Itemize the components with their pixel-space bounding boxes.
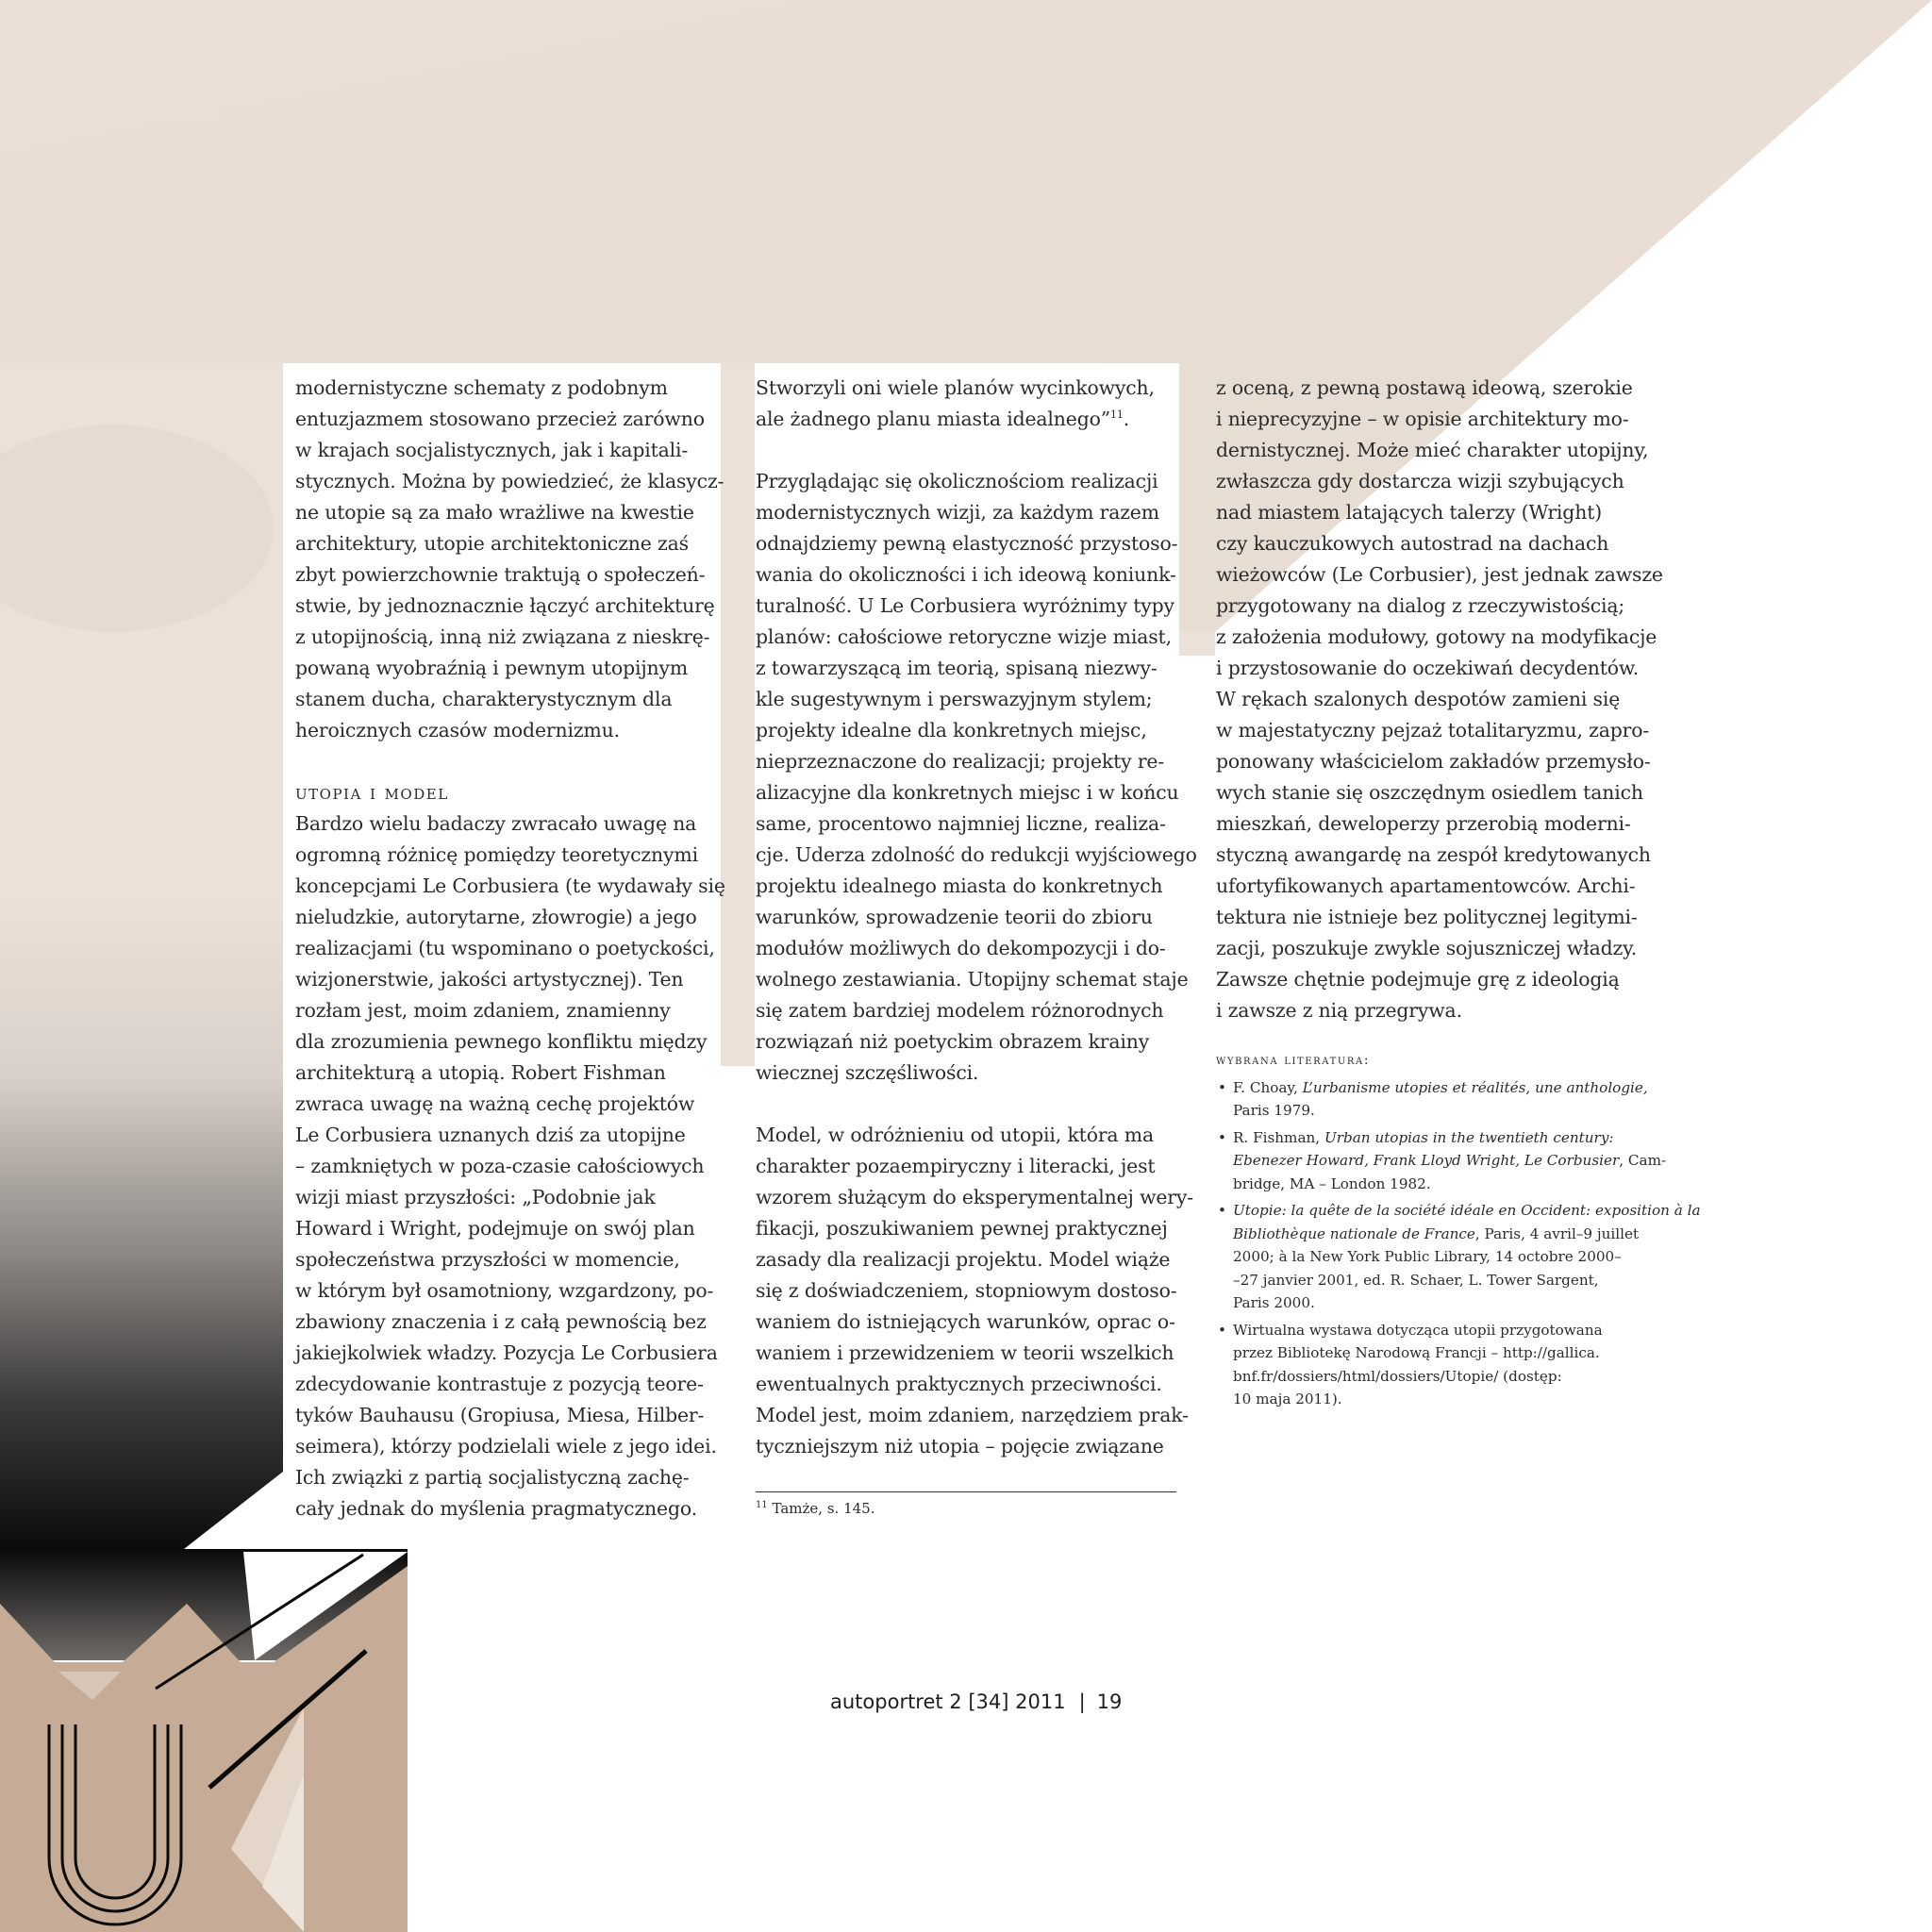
bib-text: , Paris, 4 avril–9 juillet <box>1474 1224 1640 1242</box>
text-line: zbawiony znaczenia i z całą pewnością bez <box>295 1310 707 1333</box>
text-line: warunków, sprowadzenie teorii do zbioru <box>756 906 1153 928</box>
text-line: wania do okoliczności i ich ideową koniunk- <box>756 563 1176 586</box>
text-line: alizacyjne dla konkretnych miejsc i w końcu <box>756 781 1179 804</box>
text-line: się zatem bardziej modelem różnorodnych <box>756 999 1164 1022</box>
text-line: ufortyfikowanych apartamentowców. Archi- <box>1216 874 1636 897</box>
text-fragment: . <box>1123 408 1130 430</box>
bib-line: Paris 2000. <box>1233 1294 1315 1311</box>
bibliography-heading: wybrana literatura: <box>1216 1053 1371 1068</box>
text-line: zdecydowanie kontrastuje z pozycją teore- <box>295 1373 704 1395</box>
bib-line: 2000; à la New York Public Library, 14 octobre 2000– <box>1233 1248 1622 1265</box>
bib-line <box>1233 1076 1659 1100</box>
text-line: – zamkniętych w poza-czasie całościowych <box>295 1155 705 1177</box>
text-line: Model, w odróżnieniu od utopii, która ma <box>756 1124 1154 1146</box>
text-line: modernistycznych wizji, za każdym razem <box>756 501 1159 524</box>
page-footer <box>830 1690 1122 1713</box>
text-line: Howard i Wright, podejmuje on swój plan <box>295 1217 695 1240</box>
bib-title: Urban utopias in the twentieth century: <box>1324 1128 1614 1146</box>
text-line: seimera), którzy podzielali wiele z jego idei. <box>295 1435 717 1457</box>
text-line: Le Corbusiera uznanych dziś za utopijne <box>295 1124 686 1146</box>
text-line: zacji, poszukuje zwykle sojuszniczej władzy. <box>1216 937 1638 959</box>
text-line: stycznych. Można by powiedzieć, że klasycz- <box>295 470 724 492</box>
text-line: modułów możliwych do dekompozycji i do- <box>756 937 1166 959</box>
text-line: rozwiązań niż poetyckim obrazem krainy <box>756 1030 1150 1053</box>
text-line: planów: całościowe retoryczne wizje miast, <box>756 625 1172 648</box>
text-line: nieludzkie, autorytarne, złowrogie) a jego <box>295 906 697 928</box>
bib-author: R. Fishman, <box>1233 1128 1324 1146</box>
text-line: ogromną różnicę pomiędzy teoretycznymi <box>295 843 698 866</box>
text-line: charakter pozaempiryczny i literacki, jest <box>756 1155 1156 1177</box>
text-line: w majestatyczny pejzaż totalitaryzmu, zapro- <box>1216 719 1650 741</box>
section-heading: utopia i model <box>295 781 449 804</box>
text-line: powaną wyobraźnią i pewnym utopijnym <box>295 657 689 679</box>
text-line: wieżowców (Le Corbusier), jest jednak zawsze <box>1216 563 1663 586</box>
page-number: 19 <box>1096 1690 1123 1713</box>
text-line: zwraca uwagę na ważną cechę projektów <box>295 1092 695 1115</box>
text-line: w którym był osamotniony, wzgardzony, po- <box>295 1279 714 1302</box>
bullet-icon: • <box>1218 1128 1226 1146</box>
footnote-number: 11 <box>756 1500 768 1510</box>
bib-title: Ebenezer Howard, Frank Lloyd Wright, Le Corbusier <box>1233 1152 1620 1169</box>
text-line: stanem ducha, charakterystycznym dla <box>295 688 673 710</box>
text-line: ponowany właścicielom zakładów przemysło- <box>1216 750 1651 773</box>
top-beige-band <box>0 0 1932 363</box>
text-line: wzorem służącym do eksperymentalnej wery- <box>756 1186 1193 1208</box>
footer-separator: | <box>1078 1690 1086 1713</box>
text-line: turalność. U Le Corbusiera wyróżnimy typy <box>756 594 1174 617</box>
text-line: Stworzyli oni wiele planów wycinkowych, <box>756 376 1155 399</box>
text-line: Zawsze chętnie podejmuje grę z ideologią <box>1216 968 1620 991</box>
text-line: styczną awangardę na zespół kredytowanych <box>1216 843 1651 866</box>
text-line: waniem do istniejących warunków, oprac o- <box>756 1310 1175 1333</box>
text-line: jakiejkolwiek władzy. Pozycja Le Corbusiera <box>295 1341 718 1364</box>
text-line: odnajdziemy pewną elastyczność przystoso- <box>756 532 1178 555</box>
text-line: tyczniejszym niż utopia – pojęcie związane <box>756 1435 1164 1457</box>
bib-line: bnf.fr/dossiers/html/dossiers/Utopie/ (dostęp: <box>1233 1367 1562 1385</box>
text-line: zasady dla realizacji projektu. Model wiąże <box>756 1248 1171 1271</box>
text-line: z towarzyszącą im teorią, spisaną niezwy- <box>756 657 1158 679</box>
text-line: ne utopie są za mało wrażliwe na kwestie <box>295 501 694 524</box>
text-line: wizji miast przyszłości: „Podobnie jak <box>295 1186 656 1208</box>
text-line: same, procentowo najmniej liczne, realiza- <box>756 812 1166 835</box>
text-line: cały jednak do myślenia pragmatycznego. <box>295 1497 697 1520</box>
bullet-icon: • <box>1218 1321 1226 1339</box>
bib-line: –27 janvier 2001, ed. R. Schaer, L. Tower Sargent, <box>1233 1271 1599 1289</box>
text-line: dernistycznej. Może mieć charakter utopijny, <box>1216 439 1649 461</box>
text-line: mieszkań, deweloperzy przerobią moderni- <box>1216 812 1631 835</box>
bib-line: Paris 1979. <box>1233 1102 1315 1119</box>
footnote <box>756 1500 874 1517</box>
text-line: modernistyczne schematy z podobnym <box>295 376 668 399</box>
text-line: stwie, by jednoznacznie łączyć architekturę <box>295 594 715 617</box>
footnote-text: Tamże, s. 145. <box>772 1500 875 1517</box>
text-line: i nieprecyzyjne – w opisie architektury mo- <box>1216 408 1629 430</box>
text-line: z założenia modułowy, gotowy na modyfikacje <box>1216 625 1657 648</box>
bib-line <box>1233 1126 1659 1150</box>
text-line: wizjonerstwie, jakości artystycznej). Ten <box>295 968 684 991</box>
bib-title: Bibliothèque nationale de France <box>1233 1224 1475 1242</box>
bib-text: , Cam- <box>1619 1152 1667 1169</box>
text-line: rozłam jest, moim zdaniem, znamienny <box>295 999 671 1022</box>
text-line: zwłaszcza gdy dostarcza wizji szybujących <box>1216 470 1624 492</box>
text-line: z oceną, z pewną postawą ideową, szerokie <box>1216 376 1633 399</box>
paragraph-gap <box>295 746 729 777</box>
bib-line: Wirtualna wystawa dotycząca utopii przygotowana <box>1233 1321 1603 1339</box>
paragraph-gap <box>756 435 1171 466</box>
text-line: zbyt powierzchownie traktują o społeczeń- <box>295 563 706 586</box>
bibliography-item <box>1216 1319 1659 1411</box>
bibliography-item <box>1216 1126 1667 1196</box>
text-line: wych stanie się oszczędnym osiedlem tanich <box>1216 781 1643 804</box>
text-line: się z doświadczeniem, stopniowym dostoso- <box>756 1279 1177 1302</box>
text-line: heroicznych czasów modernizmu. <box>295 719 620 741</box>
bib-line: bridge, MA – London 1982. <box>1233 1174 1431 1192</box>
footnote-rule <box>756 1491 1176 1492</box>
text-line: entuzjazmem stosowano przecież zarówno <box>295 408 705 430</box>
text-fragment: ale żadnego planu miasta idealnego” <box>756 408 1110 430</box>
text-line: dla zrozumienia pewnego konfliktu między <box>295 1030 708 1053</box>
bib-line <box>1233 1199 1701 1223</box>
text-line: nieprzeznaczone do realizacji; projekty re- <box>756 750 1165 773</box>
footnote-reference[interactable]: 11 <box>1110 408 1124 422</box>
text-line: i przystosowanie do oczekiwań decydentów. <box>1216 657 1640 679</box>
text-line: przygotowany na dialog z rzeczywistością; <box>1216 594 1625 617</box>
paragraph-gap <box>756 1089 1171 1120</box>
text-line: wiecznej szczęśliwości. <box>756 1061 979 1084</box>
text-line: Przyglądając się okolicznościom realizacji <box>756 470 1158 492</box>
text-line-with-footnote <box>756 404 1171 435</box>
text-line: cje. Uderza zdolność do redukcji wyjściowego <box>756 843 1197 866</box>
text-line: w krajach socjalistycznych, jak i kapitali- <box>295 439 689 461</box>
text-line: Model jest, moim zdaniem, narzędziem prak- <box>756 1404 1189 1426</box>
text-line: realizacjami (tu wspominano o poetyckości, <box>295 937 715 959</box>
text-line: czy kauczukowych autostrad na dachach <box>1216 532 1609 555</box>
text-line: koncepcjami Le Corbusiera (te wydawały się <box>295 874 725 897</box>
text-column-3 <box>1216 373 1663 1026</box>
text-line: z utopijnością, inną niż związana z nieskrę- <box>295 625 710 648</box>
text-column-1 <box>295 373 729 1524</box>
bibliography <box>1216 1049 1701 1415</box>
text-line: fikacji, poszukiwaniem pewnej praktycznej <box>756 1217 1168 1240</box>
bib-line <box>1233 1223 1659 1246</box>
text-line: W rękach szalonych despotów zamieni się <box>1216 688 1621 710</box>
bib-title: L’urbanisme utopies et réalités, une anthologie, <box>1302 1078 1648 1096</box>
bib-line <box>1233 1149 1667 1173</box>
text-line: nad miastem latających talerzy (Wright) <box>1216 501 1603 524</box>
bibliography-item <box>1216 1076 1659 1123</box>
magazine-issue: autoportret 2 [34] 2011 <box>830 1690 1066 1713</box>
text-line: i zawsze z nią przegrywa. <box>1216 999 1462 1022</box>
bibliography-item <box>1216 1199 1701 1315</box>
bib-line: przez Bibliotekę Narodową Francji – http://gallica. <box>1233 1344 1600 1361</box>
bib-author: F. Choay, <box>1233 1078 1303 1096</box>
text-line: Ich związki z partią socjalistyczną zachę- <box>295 1466 690 1489</box>
bib-line: 10 maja 2011). <box>1233 1391 1342 1407</box>
text-line: projekty idealne dla konkretnych miejsc, <box>756 719 1147 741</box>
text-line: projektu idealnego miasta do konkretnych <box>756 874 1163 897</box>
bullet-icon: • <box>1218 1078 1226 1096</box>
bib-title: Utopie: la quête de la société idéale en Occident: exposition à la <box>1233 1202 1701 1219</box>
text-line: wolnego zestawiania. Utopijny schemat staje <box>756 968 1189 991</box>
text-line: tyków Bauhausu (Gropiusa, Miesa, Hilber- <box>295 1404 705 1426</box>
text-line: społeczeństwa przyszłości w momencie, <box>295 1248 680 1271</box>
text-line: Bardzo wielu badaczy zwracało uwagę na <box>295 812 697 835</box>
bullet-icon: • <box>1218 1202 1226 1219</box>
text-line: architektury, utopie architektoniczne zaś <box>295 532 689 555</box>
text-line: waniem i przewidzeniem w teorii wszelkich <box>756 1341 1174 1364</box>
text-line: kle sugestywnym i perswazyjnym stylem; <box>756 688 1153 710</box>
text-column-2 <box>756 373 1197 1462</box>
text-line: tektura nie istnieje bez politycznej legitymi- <box>1216 906 1638 928</box>
text-line: ewentualnych praktycznych przeciwności. <box>756 1373 1162 1395</box>
text-line: architekturą a utopią. Robert Fishman <box>295 1061 666 1084</box>
